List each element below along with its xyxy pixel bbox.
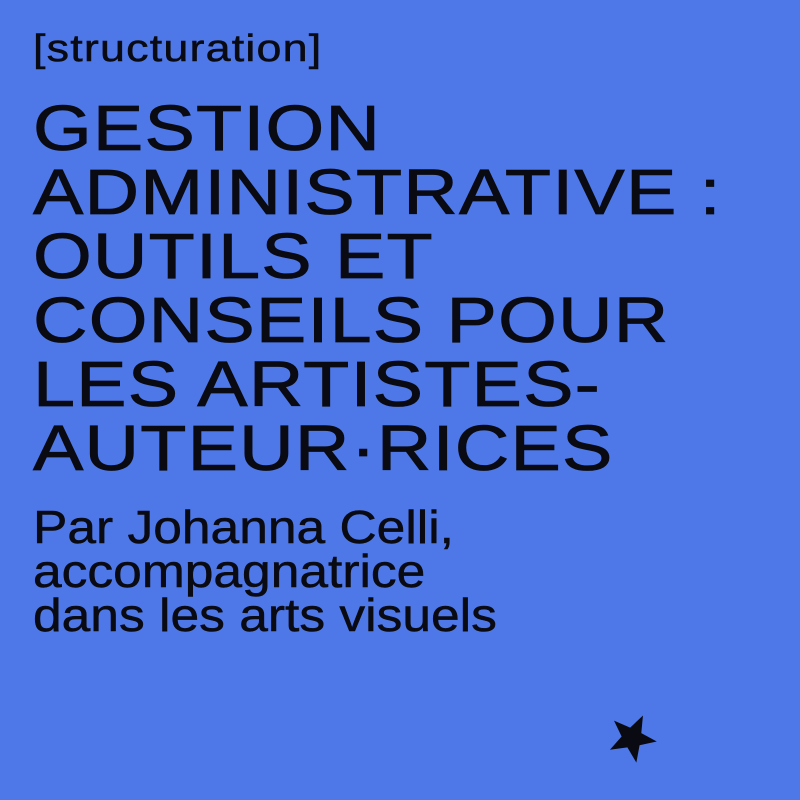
title-line: AUTEUR·RICES <box>33 412 614 484</box>
title-line: OUTILS ET <box>33 220 434 292</box>
title-line: GESTION <box>33 92 382 164</box>
title-line: LES ARTISTES- <box>33 348 601 420</box>
star-icon <box>597 703 667 773</box>
title-line: CONSEILS POUR <box>33 284 670 356</box>
title-line: ADMINISTRATIVE : <box>33 156 722 228</box>
category-tag: [structuration] <box>33 28 323 70</box>
poster-title <box>33 92 722 484</box>
poster-byline <box>33 501 497 641</box>
byline-line: Par Johanna Celli, <box>33 501 454 553</box>
byline-line: dans les arts visuels <box>33 589 497 641</box>
byline-line: accompagnatrice <box>33 545 426 597</box>
